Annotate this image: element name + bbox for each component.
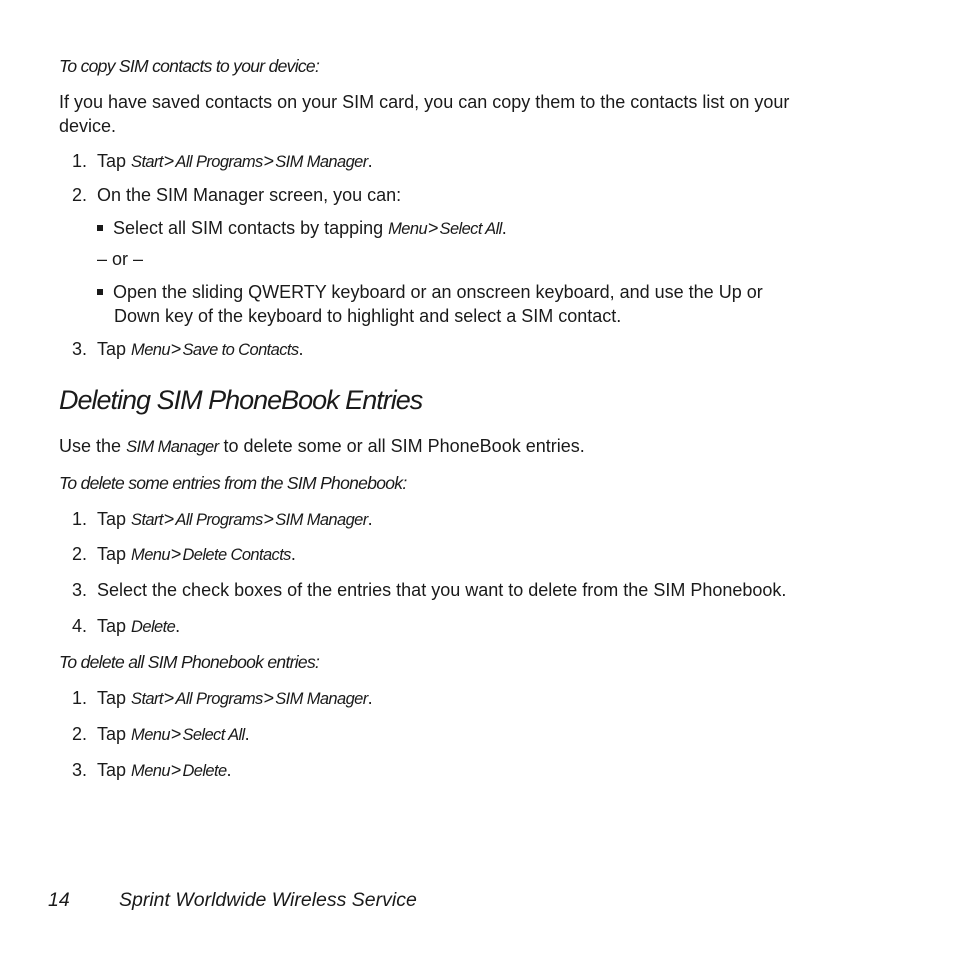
period: .	[244, 724, 250, 744]
period: .	[367, 688, 373, 708]
delete-all-step-3	[72, 760, 232, 781]
ui-sim-manager: SIM Manager	[275, 153, 368, 171]
page-number: 14	[48, 889, 70, 911]
ui-sim-manager: SIM Manager	[275, 690, 368, 708]
period: .	[290, 544, 296, 564]
step-number: 1.	[72, 509, 88, 529]
step-verb: Tap	[97, 151, 127, 171]
separator: >	[263, 509, 275, 529]
step-text: On the SIM Manager screen, you can:	[97, 185, 402, 205]
delete-some-step-3	[72, 580, 786, 601]
separator: >	[170, 760, 182, 780]
step-text: Select the check boxes of the entries that you want to delete from the SIM Phonebook.	[97, 580, 787, 600]
step-number: 3.	[72, 760, 88, 780]
step-verb: Tap	[97, 544, 127, 564]
bullet-qwerty	[97, 280, 763, 328]
intro-pre: Use the	[59, 436, 122, 456]
period: .	[298, 339, 304, 359]
ui-menu: Menu	[131, 546, 170, 564]
step-number: 3.	[72, 339, 88, 359]
separator: >	[170, 724, 182, 744]
period: .	[501, 218, 507, 238]
separator: >	[263, 151, 275, 171]
period: .	[226, 760, 232, 780]
ui-sim-manager: SIM Manager	[126, 438, 219, 456]
step-verb: Tap	[97, 616, 127, 636]
step-verb: Tap	[97, 760, 127, 780]
bullet-square-icon	[97, 225, 103, 231]
ui-all-programs: All Programs	[175, 153, 263, 171]
delete-some-step-2	[72, 544, 296, 565]
bullet-square-icon	[97, 289, 103, 295]
delete-some-subheading: To delete some entries from the SIM Phonebook:	[59, 473, 407, 493]
ui-delete: Delete	[131, 618, 176, 636]
ui-menu: Menu	[388, 220, 428, 238]
ui-start: Start	[131, 153, 163, 171]
delete-some-step-4	[72, 616, 180, 637]
step-number: 2.	[72, 724, 88, 744]
section-heading: Deleting SIM PhoneBook Entries	[59, 385, 423, 415]
ui-select-all: Select All	[182, 726, 245, 744]
step-verb: Tap	[97, 724, 127, 744]
separator: >	[163, 509, 175, 529]
bullet-select-all	[97, 216, 507, 241]
bullet-text-line1: Open the sliding QWERTY keyboard or an onscreen keyboard, and use the Up or	[113, 282, 763, 302]
footer-title: Sprint Worldwide Wireless Service	[119, 889, 417, 911]
delete-some-step-1	[72, 509, 373, 530]
separator: >	[163, 688, 175, 708]
ui-save-to-contacts: Save to Contacts	[182, 341, 299, 359]
copy-step-1	[72, 151, 373, 172]
ui-start: Start	[131, 511, 163, 529]
step-number: 2.	[72, 544, 88, 564]
period: .	[175, 616, 181, 636]
ui-start: Start	[131, 690, 163, 708]
copy-step-3	[72, 339, 304, 360]
ui-menu: Menu	[131, 341, 170, 359]
copy-sim-intro: If you have saved contacts on your SIM card, you can copy them to the contacts list on your device.	[59, 92, 790, 136]
bullet-text-line2: Down key of the keyboard to highlight and select a SIM contact.	[114, 306, 622, 326]
ui-select-all: Select All	[439, 220, 502, 238]
ui-menu: Menu	[131, 762, 170, 780]
copy-sim-subheading: To copy SIM contacts to your device:	[59, 56, 320, 76]
separator: >	[170, 339, 182, 359]
delete-all-step-2	[72, 724, 250, 745]
ui-delete: Delete	[182, 762, 227, 780]
step-verb: Tap	[97, 339, 127, 359]
separator: >	[163, 151, 175, 171]
or-separator: – or –	[97, 249, 144, 269]
separator: >	[170, 544, 182, 564]
step-number: 4.	[72, 616, 88, 636]
copy-step-2	[72, 185, 401, 206]
step-number: 2.	[72, 185, 88, 205]
period: .	[367, 509, 373, 529]
step-number: 3.	[72, 580, 88, 600]
delete-intro	[59, 436, 585, 457]
step-verb: Tap	[97, 688, 127, 708]
ui-all-programs: All Programs	[175, 511, 263, 529]
step-number: 1.	[72, 151, 88, 171]
step-number: 1.	[72, 688, 88, 708]
ui-delete-contacts: Delete Contacts	[182, 546, 291, 564]
delete-all-step-1	[72, 688, 373, 709]
period: .	[367, 151, 373, 171]
separator: >	[428, 218, 439, 238]
delete-all-subheading: To delete all SIM Phonebook entries:	[59, 652, 320, 672]
ui-all-programs: All Programs	[175, 690, 263, 708]
ui-menu: Menu	[131, 726, 170, 744]
ui-sim-manager: SIM Manager	[275, 511, 368, 529]
separator: >	[263, 688, 275, 708]
intro-post: to delete some or all SIM PhoneBook entries.	[223, 436, 585, 456]
step-verb: Tap	[97, 509, 127, 529]
bullet-text: Select all SIM contacts by tapping	[113, 218, 384, 238]
